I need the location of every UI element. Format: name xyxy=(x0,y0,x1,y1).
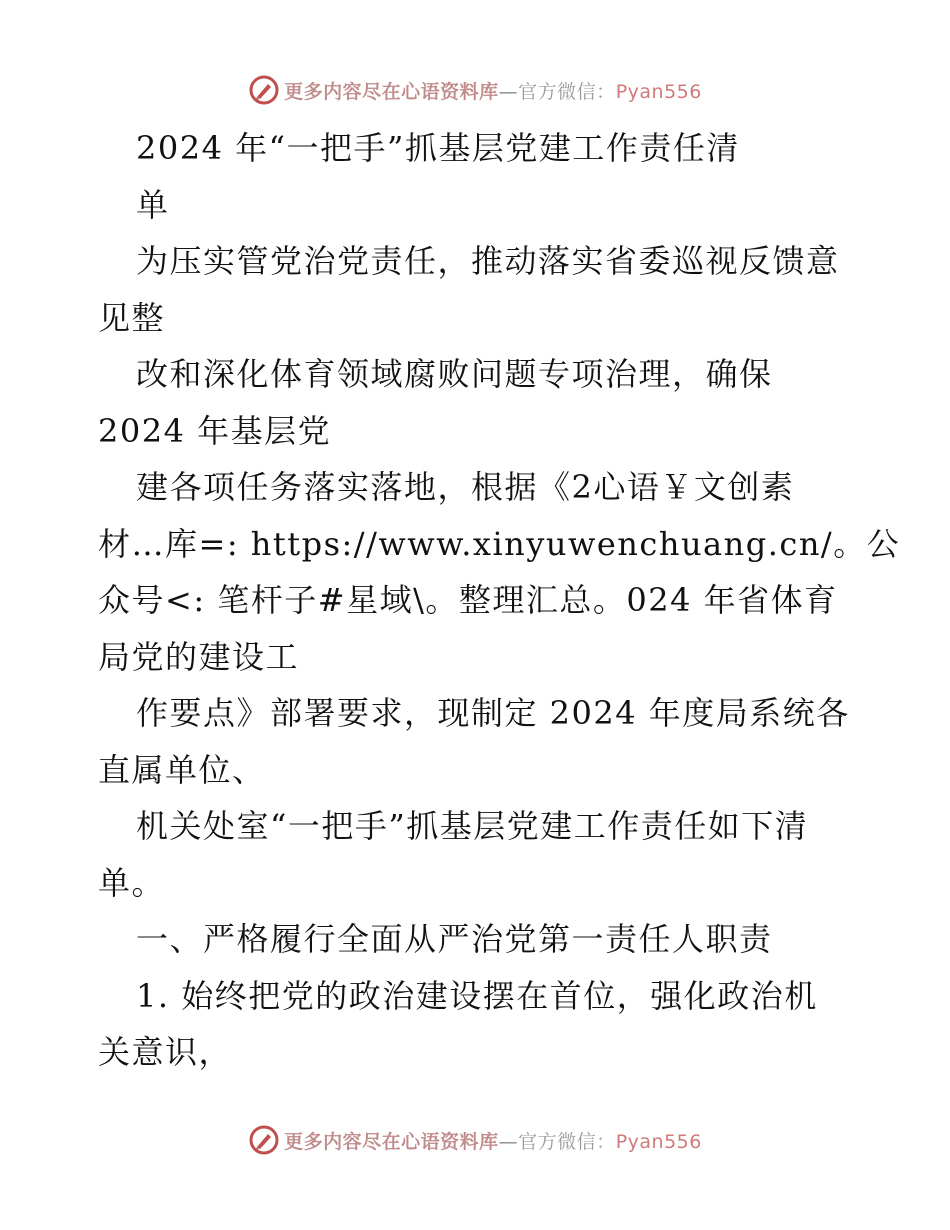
document-line: 为压实管党治党责任，推动落实省委巡视反馈意 xyxy=(136,242,840,280)
document-line: 单。 xyxy=(98,863,166,902)
pen-logo-icon xyxy=(248,74,280,106)
document-line: 众号<: 笔杆子#星域\。整理汇总。024 年省体育 xyxy=(98,581,838,619)
banner-site-text: 更多内容尽在心语资料库 xyxy=(284,1130,499,1153)
banner-site-text: 更多内容尽在心语资料库 xyxy=(284,80,499,103)
document-line: 1. 始终把党的政治建设摆在首位，强化政治机 xyxy=(136,976,818,1015)
banner-wechat-label: 官方微信： xyxy=(518,1130,616,1153)
banner-separator: — xyxy=(498,80,519,103)
pen-logo-icon xyxy=(248,1124,280,1156)
footer-banner xyxy=(0,1122,950,1158)
document-line: 机关处室“一把手”抓基层党建工作责任如下清 xyxy=(136,807,809,845)
banner-separator: — xyxy=(498,1130,519,1153)
document-line: 局党的建设工 xyxy=(98,637,300,676)
banner-wechat-label: 官方微信： xyxy=(518,80,616,103)
document-line: 2024 年基层党 xyxy=(98,411,332,450)
document-line: 材…库=: https://www.xinyuwenchuang.cn/。公 xyxy=(98,524,901,563)
document-line: 建各项任务落实落地，根据《2心语￥文创素 xyxy=(136,468,795,506)
document-line: 单 xyxy=(136,185,170,224)
document-line: 直属单位、 xyxy=(98,750,266,789)
document-line: 改和深化体育领域腐败问题专项治理，确保 xyxy=(136,355,773,393)
document-line: 见整 xyxy=(98,298,166,337)
document-line: 作要点》部署要求，现制定 2024 年度局系统各 xyxy=(136,694,850,732)
banner-wechat-id: Pyan556 xyxy=(615,80,702,103)
header-banner xyxy=(0,72,950,108)
banner-wechat-id: Pyan556 xyxy=(615,1130,702,1153)
document-body xyxy=(98,120,901,1081)
document-line: 2024 年“一把手”抓基层党建工作责任清 xyxy=(136,129,740,167)
document-line: 一、严格履行全面从严治党第一责任人职责 xyxy=(136,920,773,958)
document-line: 关意识， xyxy=(98,1033,233,1071)
